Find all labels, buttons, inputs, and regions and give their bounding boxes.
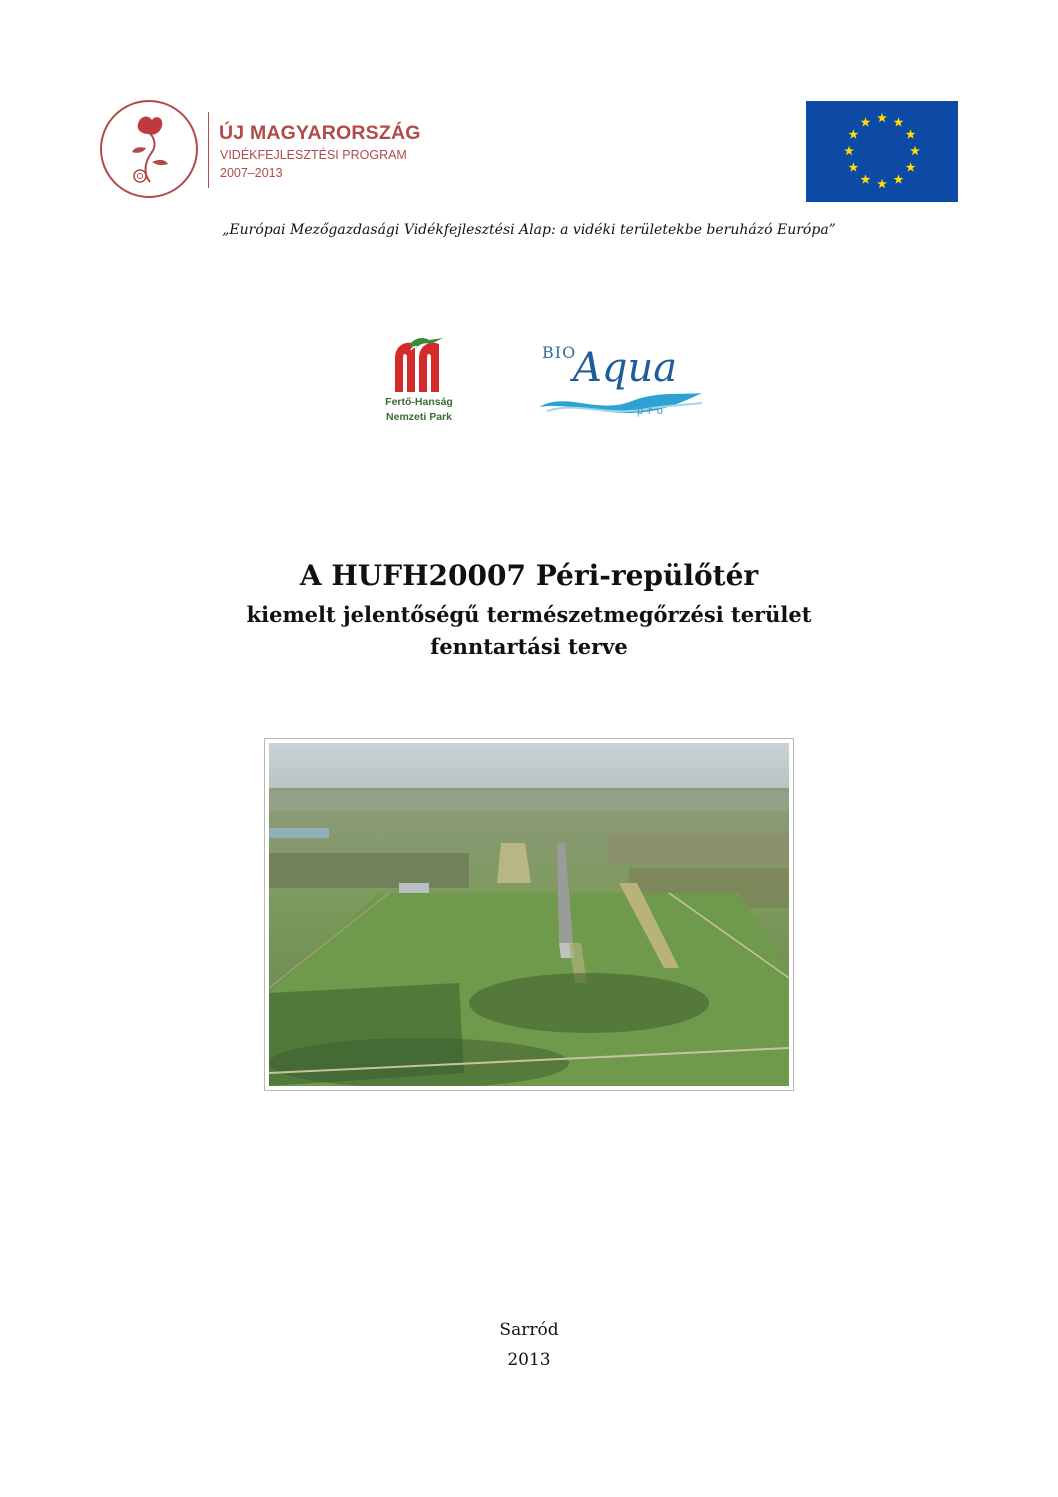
- bioaqua-aqua-text: Aqua: [573, 345, 678, 391]
- fhnp-name-line1: Fertő-Hanság: [385, 396, 453, 408]
- eu-star-icon: [906, 129, 916, 138]
- eu-star-icon: [910, 146, 920, 155]
- publication-place: Sarród: [499, 1320, 559, 1340]
- eu-star-icon: [848, 129, 858, 138]
- eu-star-icon: [844, 146, 854, 155]
- umvp-years: 2007–2013: [220, 166, 283, 180]
- eu-star-icon: [894, 174, 904, 183]
- umvp-title: ÚJ MAGYARORSZÁG: [219, 122, 421, 144]
- logo-divider: [208, 112, 209, 188]
- eu-flag-icon: [806, 101, 958, 202]
- heron-mark-icon: [389, 336, 449, 394]
- rose-emblem-icon: [100, 100, 198, 198]
- bioaqua-bio-text: BIO: [542, 343, 577, 362]
- fhnp-logo: [371, 334, 467, 432]
- eu-star-icon: [861, 174, 871, 183]
- wave-icon: [537, 387, 707, 417]
- eu-star-icon: [906, 162, 916, 171]
- document-subtitle-1: kiemelt jelentőségű természetmegőrzési terület: [246, 602, 812, 627]
- document-title: A HUFH20007 Péri-repülőtér: [299, 559, 759, 592]
- fhnp-name-line2: Nemzeti Park: [386, 411, 452, 423]
- eu-star-icon: [877, 113, 887, 122]
- umvp-logo: [100, 100, 430, 200]
- eu-star-icon: [861, 117, 871, 126]
- eu-star-icon: [877, 179, 887, 188]
- eu-star-icon: [894, 117, 904, 126]
- eu-star-icon: [848, 162, 858, 171]
- umvp-subtitle: VIDÉKFEJLESZTÉSI PROGRAM: [220, 148, 407, 162]
- aerial-photo: [264, 738, 794, 1091]
- document-subtitle-2: fenntartási terve: [430, 634, 628, 659]
- bioaqua-logo: [537, 339, 707, 423]
- bioaqua-pro-text: pro: [637, 405, 668, 417]
- funding-motto: „Európai Mezőgazdasági Vidékfejlesztési Alap: a vidéki területekbe beruházó Európa”: [222, 222, 836, 238]
- publication-year: 2013: [507, 1350, 551, 1370]
